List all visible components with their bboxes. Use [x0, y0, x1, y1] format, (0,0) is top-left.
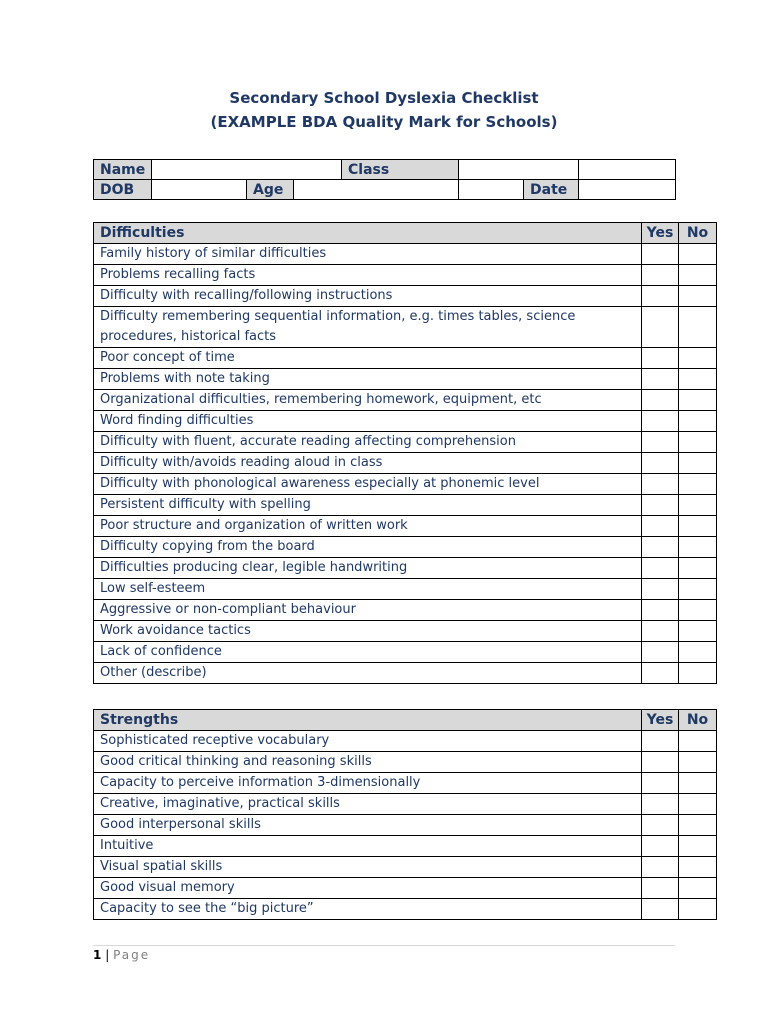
- difficulty-no-checkbox-cell[interactable]: [679, 558, 717, 579]
- difficulty-yes-checkbox-cell[interactable]: [642, 286, 679, 307]
- strength-row: [94, 878, 717, 899]
- difficulty-item-label: Work avoidance tactics: [94, 621, 642, 642]
- strength-row: [94, 752, 717, 773]
- date-label: Date: [524, 180, 579, 200]
- dob-field[interactable]: [152, 180, 247, 200]
- difficulty-row: [94, 369, 717, 390]
- difficulty-row: [94, 474, 717, 495]
- difficulty-item-label: Poor concept of time: [94, 348, 642, 369]
- difficulty-no-checkbox-cell[interactable]: [679, 642, 717, 663]
- difficulty-item-label: Difficulty remembering sequential information, e.g. times tables, science procedures, historical facts: [94, 307, 642, 348]
- document-title: Secondary School Dyslexia Checklist: [229, 89, 539, 107]
- page-footer: [93, 948, 150, 962]
- strength-item-label: Good visual memory: [94, 878, 642, 899]
- name-field[interactable]: [152, 160, 342, 180]
- difficulty-yes-checkbox-cell[interactable]: [642, 265, 679, 286]
- difficulty-item-label: Poor structure and organization of written work: [94, 516, 642, 537]
- strength-no-checkbox-cell[interactable]: [679, 773, 717, 794]
- strengths-body: [94, 710, 717, 920]
- difficulty-yes-checkbox-cell[interactable]: [642, 411, 679, 432]
- strength-no-header: No: [679, 710, 717, 731]
- strength-yes-checkbox-cell[interactable]: [642, 878, 679, 899]
- difficulty-yes-checkbox-cell[interactable]: [642, 432, 679, 453]
- difficulty-yes-checkbox-cell[interactable]: [642, 390, 679, 411]
- difficulty-yes-checkbox-cell[interactable]: [642, 516, 679, 537]
- difficulty-no-checkbox-cell[interactable]: [679, 348, 717, 369]
- difficulty-row: [94, 621, 717, 642]
- strength-row: [94, 899, 717, 920]
- difficulty-yes-checkbox-cell[interactable]: [642, 369, 679, 390]
- strength-row: [94, 815, 717, 836]
- difficulty-yes-checkbox-cell[interactable]: [642, 558, 679, 579]
- strength-no-checkbox-cell[interactable]: [679, 731, 717, 752]
- difficulty-item-label: Problems with note taking: [94, 369, 642, 390]
- difficulty-row: [94, 579, 717, 600]
- difficulty-yes-header: Yes: [642, 223, 679, 244]
- difficulty-item-label: Difficulty with phonological awareness especially at phonemic level: [94, 474, 642, 495]
- difficulty-yes-checkbox-cell[interactable]: [642, 537, 679, 558]
- difficulty-item-label: Difficulty copying from the board: [94, 537, 642, 558]
- strength-no-checkbox-cell[interactable]: [679, 857, 717, 878]
- difficulty-yes-checkbox-cell[interactable]: [642, 495, 679, 516]
- page-separator: |: [105, 948, 110, 962]
- info-row-dob: [94, 180, 676, 200]
- strength-row: [94, 731, 717, 752]
- name-label: Name: [94, 160, 152, 180]
- difficulties-table: [93, 222, 717, 684]
- strength-yes-checkbox-cell[interactable]: [642, 815, 679, 836]
- strength-no-checkbox-cell[interactable]: [679, 878, 717, 899]
- difficulty-item-label: Difficulty with fluent, accurate reading affecting comprehension: [94, 432, 642, 453]
- difficulty-no-checkbox-cell[interactable]: [679, 621, 717, 642]
- difficulty-row: [94, 642, 717, 663]
- strength-no-checkbox-cell[interactable]: [679, 752, 717, 773]
- strength-no-checkbox-cell[interactable]: [679, 836, 717, 857]
- difficulty-header-row: [94, 223, 717, 244]
- info-row-name: [94, 160, 676, 180]
- difficulty-row: [94, 411, 717, 432]
- strength-yes-header: Yes: [642, 710, 679, 731]
- difficulty-yes-checkbox-cell[interactable]: [642, 453, 679, 474]
- strength-row: [94, 836, 717, 857]
- document-subtitle: (EXAMPLE BDA Quality Mark for Schools): [210, 113, 558, 131]
- difficulty-item-label: Aggressive or non-compliant behaviour: [94, 600, 642, 621]
- strength-item-label: Sophisticated receptive vocabulary: [94, 731, 642, 752]
- strength-item-label: Capacity to perceive information 3-dimensionally: [94, 773, 642, 794]
- strength-no-checkbox-cell[interactable]: [679, 815, 717, 836]
- footer-divider: [93, 945, 675, 946]
- strength-row: [94, 794, 717, 815]
- difficulty-no-checkbox-cell[interactable]: [679, 286, 717, 307]
- difficulty-no-checkbox-cell[interactable]: [679, 411, 717, 432]
- strength-header: Strengths: [94, 710, 642, 731]
- class-label: Class: [342, 160, 459, 180]
- dob-label: DOB: [94, 180, 152, 200]
- strength-no-checkbox-cell[interactable]: [679, 899, 717, 920]
- difficulty-item-label: Persistent difficulty with spelling: [94, 495, 642, 516]
- strength-item-label: Capacity to see the “big picture”: [94, 899, 642, 920]
- difficulty-no-checkbox-cell[interactable]: [679, 474, 717, 495]
- difficulty-no-checkbox-cell[interactable]: [679, 307, 717, 348]
- strength-header-row: [94, 710, 717, 731]
- difficulty-no-checkbox-cell[interactable]: [679, 369, 717, 390]
- age-extra-field[interactable]: [459, 180, 524, 200]
- difficulty-no-checkbox-cell[interactable]: [679, 244, 717, 265]
- difficulty-row: [94, 390, 717, 411]
- difficulty-item-label: Lack of confidence: [94, 642, 642, 663]
- difficulty-item-label: Difficulties producing clear, legible handwriting: [94, 558, 642, 579]
- strength-yes-checkbox-cell[interactable]: [642, 794, 679, 815]
- strength-item-label: Intuitive: [94, 836, 642, 857]
- strengths-table: [93, 709, 717, 920]
- age-label: Age: [247, 180, 294, 200]
- difficulty-no-checkbox-cell[interactable]: [679, 432, 717, 453]
- difficulty-row: [94, 286, 717, 307]
- difficulty-item-label: Organizational difficulties, remembering homework, equipment, etc: [94, 390, 642, 411]
- page-number: 1: [93, 948, 102, 962]
- difficulties-body: [94, 223, 717, 684]
- difficulty-no-checkbox-cell[interactable]: [679, 390, 717, 411]
- difficulty-row: [94, 348, 717, 369]
- difficulty-item-label: Family history of similar difficulties: [94, 244, 642, 265]
- strength-yes-checkbox-cell[interactable]: [642, 773, 679, 794]
- student-info-table: [93, 159, 676, 200]
- difficulty-item-label: Other (describe): [94, 663, 642, 684]
- strength-yes-checkbox-cell[interactable]: [642, 836, 679, 857]
- difficulty-yes-checkbox-cell[interactable]: [642, 579, 679, 600]
- difficulty-no-header: No: [679, 223, 717, 244]
- difficulty-row: [94, 453, 717, 474]
- difficulty-item-label: Low self-esteem: [94, 579, 642, 600]
- strength-yes-checkbox-cell[interactable]: [642, 752, 679, 773]
- difficulty-item-label: Difficulty with recalling/following instructions: [94, 286, 642, 307]
- difficulty-row: [94, 265, 717, 286]
- difficulty-yes-checkbox-cell[interactable]: [642, 244, 679, 265]
- strength-yes-checkbox-cell[interactable]: [642, 857, 679, 878]
- difficulty-yes-checkbox-cell[interactable]: [642, 663, 679, 684]
- strength-no-checkbox-cell[interactable]: [679, 794, 717, 815]
- difficulty-yes-checkbox-cell[interactable]: [642, 642, 679, 663]
- date-field[interactable]: [579, 180, 676, 200]
- difficulty-item-label: Problems recalling facts: [94, 265, 642, 286]
- strength-row: [94, 857, 717, 878]
- difficulty-row: [94, 244, 717, 265]
- difficulty-no-checkbox-cell[interactable]: [679, 663, 717, 684]
- difficulty-no-checkbox-cell[interactable]: [679, 579, 717, 600]
- difficulty-row: [94, 516, 717, 537]
- difficulty-header: Difficulties: [94, 223, 642, 244]
- strength-yes-checkbox-cell[interactable]: [642, 731, 679, 752]
- difficulty-row: [94, 495, 717, 516]
- difficulty-no-checkbox-cell[interactable]: [679, 453, 717, 474]
- strength-item-label: Creative, imaginative, practical skills: [94, 794, 642, 815]
- difficulty-no-checkbox-cell[interactable]: [679, 495, 717, 516]
- difficulty-row: [94, 600, 717, 621]
- info-extra-field[interactable]: [579, 160, 676, 180]
- strength-item-label: Good interpersonal skills: [94, 815, 642, 836]
- strength-yes-checkbox-cell[interactable]: [642, 899, 679, 920]
- age-field[interactable]: [294, 180, 459, 200]
- page-label: Page: [113, 948, 151, 962]
- difficulty-item-label: Difficulty with/avoids reading aloud in class: [94, 453, 642, 474]
- difficulty-yes-checkbox-cell[interactable]: [642, 307, 679, 348]
- difficulty-no-checkbox-cell[interactable]: [679, 265, 717, 286]
- difficulty-no-checkbox-cell[interactable]: [679, 516, 717, 537]
- difficulty-row: [94, 558, 717, 579]
- difficulty-row: [94, 432, 717, 453]
- difficulty-row: [94, 537, 717, 558]
- difficulty-item-label: Word finding difficulties: [94, 411, 642, 432]
- strength-item-label: Good critical thinking and reasoning skills: [94, 752, 642, 773]
- difficulty-no-checkbox-cell[interactable]: [679, 600, 717, 621]
- difficulty-yes-checkbox-cell[interactable]: [642, 600, 679, 621]
- class-field[interactable]: [459, 160, 579, 180]
- difficulty-yes-checkbox-cell[interactable]: [642, 348, 679, 369]
- difficulty-row: [94, 663, 717, 684]
- strength-item-label: Visual spatial skills: [94, 857, 642, 878]
- difficulty-no-checkbox-cell[interactable]: [679, 537, 717, 558]
- difficulty-yes-checkbox-cell[interactable]: [642, 621, 679, 642]
- strength-row: [94, 773, 717, 794]
- difficulty-row: [94, 307, 717, 348]
- difficulty-yes-checkbox-cell[interactable]: [642, 474, 679, 495]
